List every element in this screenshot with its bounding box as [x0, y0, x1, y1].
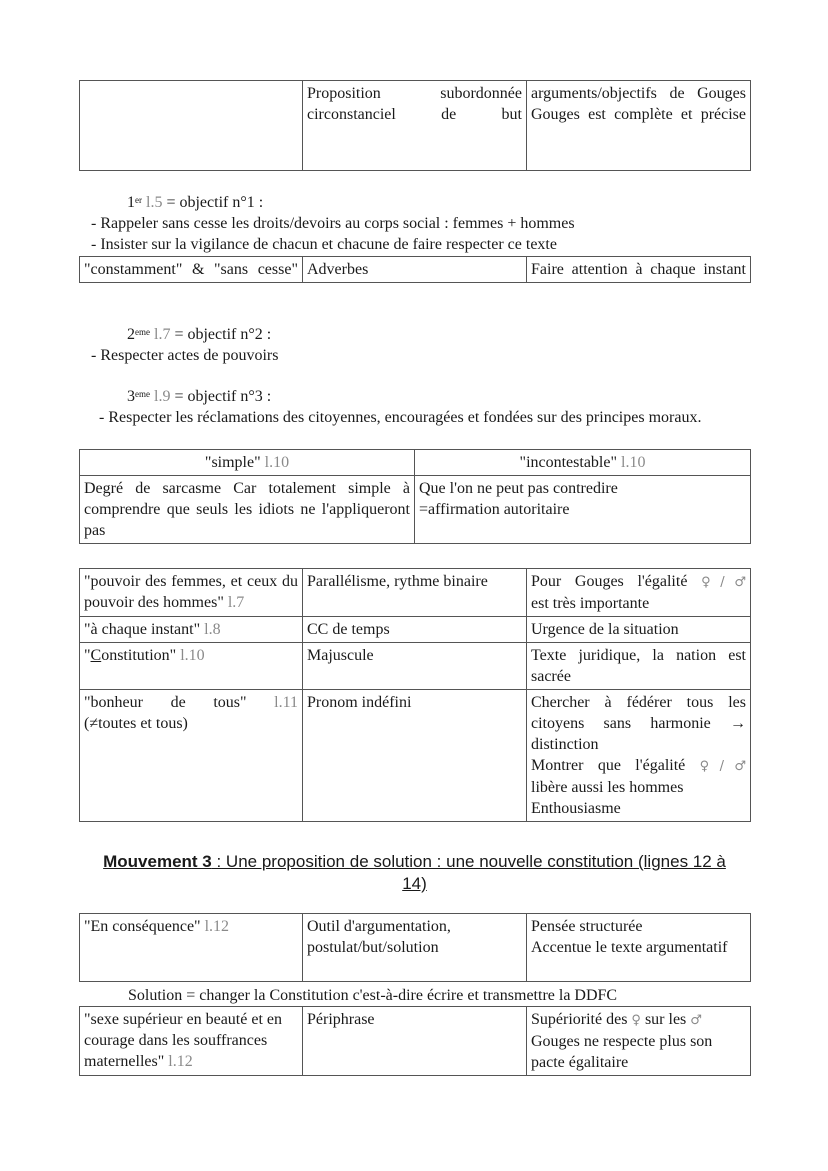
- table-row: [80, 569, 751, 617]
- cell-line: Pensée structurée: [531, 918, 643, 935]
- cell-line: Que l'on ne peut pas contredire: [419, 480, 618, 497]
- line-ref: l.9: [154, 388, 171, 405]
- cell-line: Gouges est complète et précise: [531, 106, 746, 123]
- table-cell: "En conséquence" l.12: [80, 914, 303, 982]
- objective-1-bullet-2: - Insister sur la vigilance de chacun et chacune de faire respecter ce texte: [91, 236, 557, 253]
- cell-line: Gouges ne respecte plus son pacte égalitaire: [531, 1033, 713, 1071]
- table-cell: Degré de sarcasme Car totalement simple à comprendre que seuls les idiots ne l'appliqueront pas: [80, 476, 415, 544]
- table-row: [80, 690, 751, 822]
- table-cell: Périphrase: [303, 1007, 527, 1076]
- analysis-table-2: [79, 256, 751, 283]
- table-cell: [527, 569, 751, 617]
- table-cell: [527, 914, 751, 982]
- male-symbol-icon: ♂: [723, 759, 747, 774]
- table-cell: Pronom indéfini: [303, 690, 527, 822]
- table-cell: Proposition subordonnée circonstanciel de but: [303, 81, 527, 171]
- table-cell: "pouvoir des femmes, et ceux du pouvoir des hommes" l.7: [80, 569, 303, 617]
- line-ref: l.12: [204, 918, 230, 935]
- table-cell: [527, 81, 751, 171]
- cell-line: Accentue le texte argumentatif: [531, 939, 728, 956]
- line-ref: l.10: [621, 454, 646, 471]
- table-cell: Faire attention à chaque instant: [527, 257, 751, 283]
- male-symbol-icon: ♂: [690, 1013, 702, 1028]
- objective-3-bullet-1: - Respecter les réclamations des citoyennes, encouragées et fondées sur des principes moraux.: [99, 409, 702, 426]
- section-heading-mouvement-3: Mouvement 3 : Une proposition de solution : une nouvelle constitution (lignes 12 à 14): [103, 852, 726, 893]
- cell-line: Pour Gouges l'égalité ♀/♂: [531, 573, 747, 590]
- table-cell: "Constitution" l.10: [80, 643, 303, 690]
- table-row: [80, 257, 751, 283]
- table-header-cell: "incontestable" l.10: [415, 450, 751, 476]
- table-cell: [415, 476, 751, 544]
- table-row: [80, 476, 751, 544]
- table-row: [80, 81, 751, 171]
- analysis-table-5: [79, 913, 751, 982]
- cell-line: est très importante: [531, 595, 650, 612]
- female-symbol-icon: ♀: [699, 759, 720, 774]
- table-row: [80, 914, 751, 982]
- line-ref: l.7: [227, 594, 245, 611]
- table-header-row: [80, 450, 751, 476]
- table-cell: [527, 690, 751, 822]
- table-cell: Parallélisme, rythme binaire: [303, 569, 527, 617]
- table-cell-empty: [80, 81, 303, 171]
- male-symbol-icon: ♂: [724, 575, 747, 590]
- cell-line: Supériorité des ♀ sur les ♂: [531, 1011, 702, 1028]
- line-ref: l.5: [146, 194, 163, 211]
- objective-2-title: 2eme l.7 = objectif n°2 :: [127, 326, 272, 343]
- table-cell: Urgence de la situation: [527, 617, 751, 643]
- table-cell: Texte juridique, la nation est sacrée: [527, 643, 751, 690]
- table-cell: [527, 1007, 751, 1076]
- objective-1-title: 1er l.5 = objectif n°1 :: [127, 194, 264, 211]
- analysis-table-6: [79, 1006, 751, 1076]
- table-cell: Outil d'argumentation, postulat/but/solution: [303, 914, 527, 982]
- table-cell: "sexe supérieur en beauté et en courage dans les souffrances maternelles" l.12: [80, 1007, 303, 1076]
- table-cell: "constamment" & "sans cesse": [80, 257, 303, 283]
- analysis-table-4: [79, 568, 751, 822]
- objective-1-bullet-1: - Rappeler sans cesse les droits/devoirs au corps social : femmes + hommes: [91, 215, 575, 232]
- table-header-cell: "simple" l.10: [80, 450, 415, 476]
- line-ref: l.10: [180, 647, 205, 664]
- table-row: [80, 1007, 751, 1076]
- table-cell: Majuscule: [303, 643, 527, 690]
- cell-line: arguments/objectifs de Gouges: [531, 85, 746, 102]
- table-row: [80, 617, 751, 643]
- line-ref: l.8: [204, 621, 221, 638]
- table-cell: [80, 690, 303, 822]
- female-symbol-icon: ♀: [631, 1013, 641, 1028]
- table-cell: "à chaque instant" l.8: [80, 617, 303, 643]
- analysis-table-3: [79, 449, 751, 544]
- cell-line: libère aussi les hommes: [531, 779, 684, 796]
- line-ref: l.12: [168, 1053, 193, 1070]
- cell-line: (≠toutes et tous): [84, 715, 188, 732]
- slash-symbol: /: [720, 575, 725, 590]
- table-row: [80, 643, 751, 690]
- analysis-table-1: [79, 80, 751, 171]
- line-ref: l.10: [264, 454, 290, 471]
- table-cell: CC de temps: [303, 617, 527, 643]
- solution-text: Solution = changer la Constitution c'est-à-dire écrire et transmettre la DDFC: [128, 987, 618, 1004]
- cell-line: Montrer que l'égalité ♀/♂: [531, 757, 747, 774]
- objective-2-bullet-1: - Respecter actes de pouvoirs: [91, 347, 279, 364]
- objective-3-title: 3eme l.9 = objectif n°3 :: [127, 388, 272, 405]
- line-ref: l.11: [274, 694, 298, 711]
- cell-line: Chercher à fédérer tous les citoyens sans harmonie → distinction: [531, 694, 746, 753]
- cell-line: Enthousiasme: [531, 800, 621, 817]
- table-cell: Adverbes: [303, 257, 527, 283]
- cell-line: =affirmation autoritaire: [419, 501, 570, 518]
- line-ref: l.7: [154, 326, 171, 343]
- slash-symbol: /: [719, 759, 724, 774]
- cell-line: "bonheur de tous" l.11: [84, 694, 298, 711]
- female-symbol-icon: ♀: [701, 575, 721, 590]
